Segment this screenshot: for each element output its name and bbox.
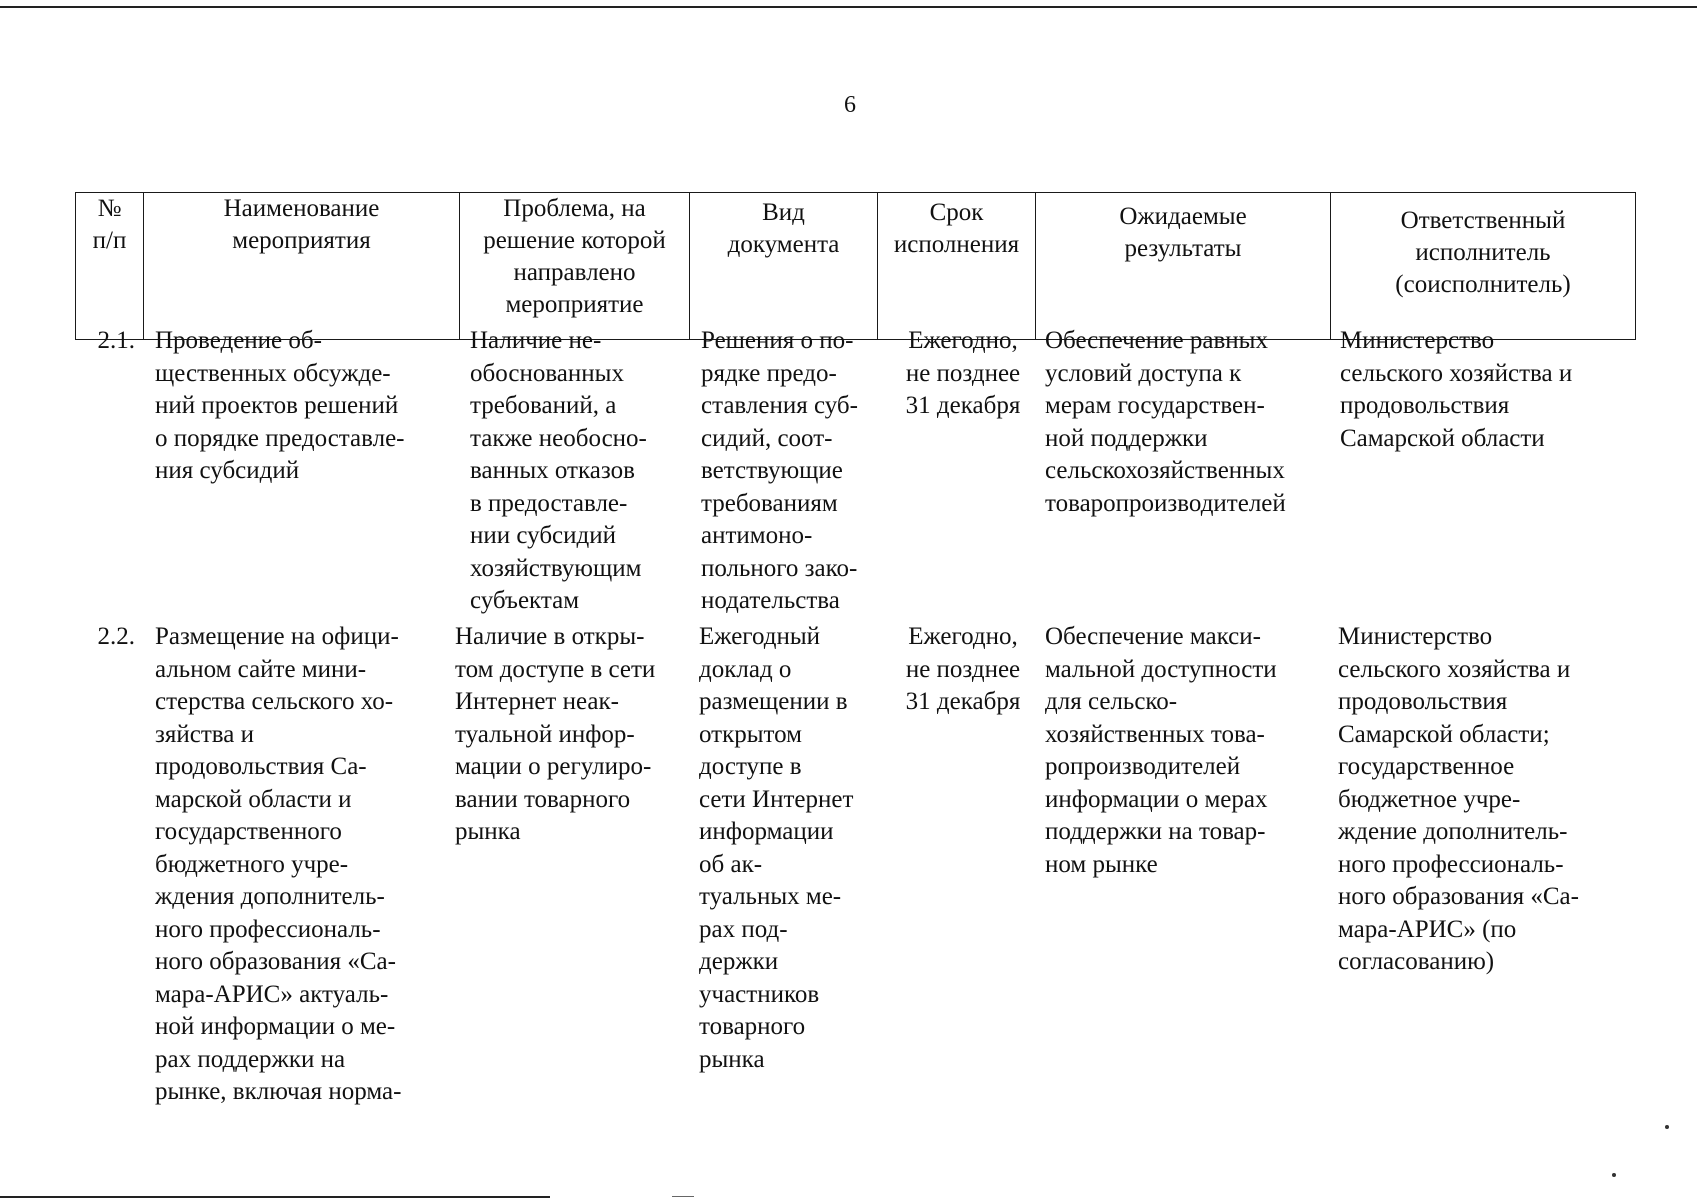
row-number: 2.2. (97, 623, 135, 650)
column-header-number: № п/п (76, 193, 144, 340)
row-problem: Наличие в откры- том доступе в сети Интернет неак- туальной инфор- мации о регулиро- вании товарного рынка (455, 623, 656, 845)
column-header-responsible: Ответственный исполнитель (соисполнитель) (1331, 193, 1636, 340)
column-header-document-type: Вид документа (690, 193, 878, 340)
row-expected-results: Обеспечение макси- мальной доступности для сельско- хозяйственных това- ропроизводителей информации о мерах поддержки на товар- ном рынке (1045, 623, 1277, 878)
row-responsible: Министерство сельского хозяйства и продовольствия Самарской области; государственное бюджетное учре- ждение дополнитель- ного профессиональ- ного образования «Са- мара-АРИС» (по согласованию) (1338, 623, 1579, 975)
column-header-problem: Проблема, на решение которой направлено мероприятие (460, 193, 690, 340)
page-number: 6 (844, 92, 856, 118)
scan-speck (1612, 1173, 1616, 1177)
scan-edge-top (0, 6, 1697, 8)
scan-speck (1665, 1125, 1669, 1129)
row-responsible: Министерство сельского хозяйства и продовольствия Самарской области (1340, 327, 1573, 452)
row-document-type: Решения о по- рядке предо- ставления суб- сидий, соот- ветствующие требованиям антимоно- польного зако- нодательства (701, 327, 858, 614)
row-document-type: Ежегодный доклад о размещении в открытом доступе в сети Интернет информации об ак- туальных ме- рах под- держки участников товарного рынка (699, 623, 854, 1073)
row-event-name: Проведение об- щественных обсужде- ний проектов решений о порядке предоставле- ния субсидий (155, 327, 405, 484)
row-deadline: Ежегодно, не позднее 31 декабря (905, 623, 1021, 715)
row-event-name: Размещение на офици- альном сайте мини- стерства сельского хо- зяйства и продовольствия Са- марской области и государственного бюджетного учре- ждения дополнитель- ного профессиональ- ного образования «Са- мара-АРИС» актуаль- ной информации о ме- рах поддержки на рынке, включая норма- (155, 623, 402, 1105)
row-deadline: Ежегодно, не позднее 31 декабря (905, 327, 1021, 419)
column-header-deadline: Срок исполнения (878, 193, 1036, 340)
row-expected-results: Обеспечение равных условий доступа к мерам государствен- ной поддержки сельскохозяйственных товаропроизводителей (1045, 327, 1286, 517)
column-header-name: Наименование мероприятия (144, 193, 460, 340)
row-problem: Наличие не- обоснованных требований, а также необосно- ванных отказов в предоставле- нии субсидий хозяйствующим субъектам (470, 327, 647, 614)
row-number: 2.1. (97, 327, 135, 354)
column-header-expected-results: Ожидаемые результаты (1036, 193, 1331, 340)
scan-edge-bottom (0, 1196, 550, 1198)
scan-mark (672, 1196, 694, 1197)
table-header (75, 192, 1636, 340)
